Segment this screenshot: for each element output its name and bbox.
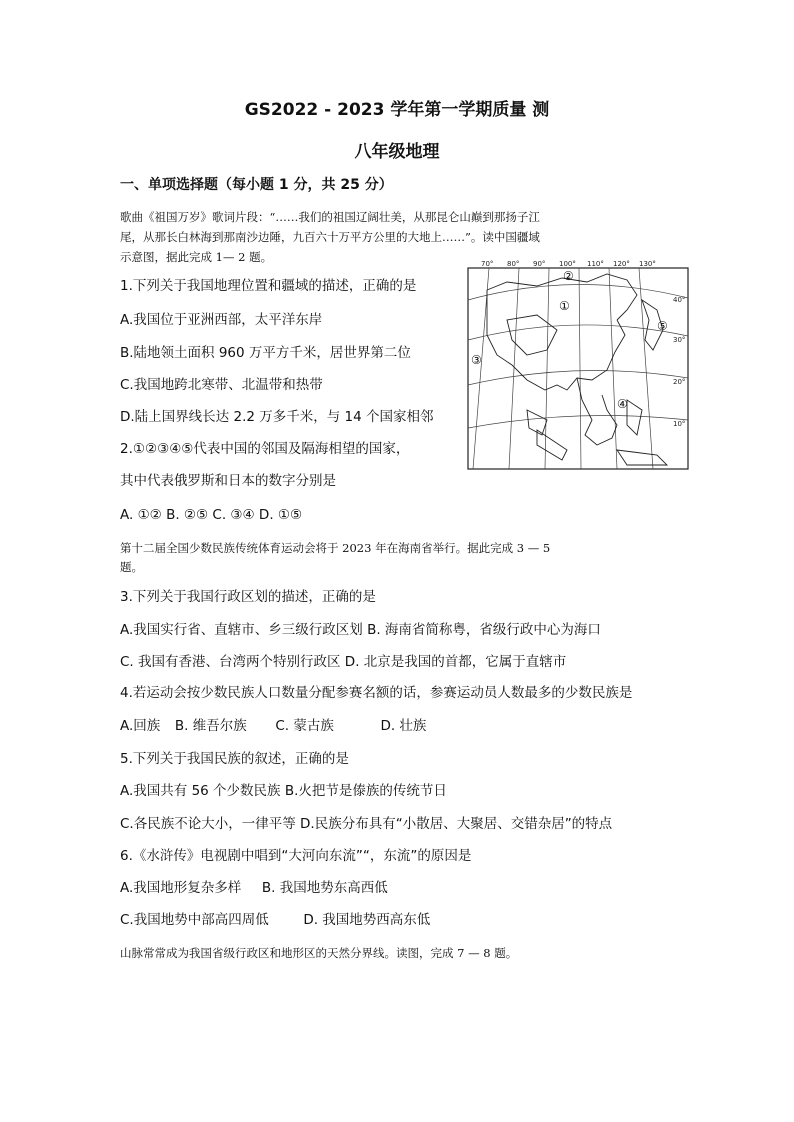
question-6-options-cd <box>120 911 430 929</box>
question-6-option-d: D. 我国地势西高东低 <box>303 912 431 928</box>
question-4-stem: 4.若运动会按少数民族人口数量分配参赛名额的话，参赛运动员人数最多的少数民族是 <box>120 685 633 701</box>
map-marker-5: ⑤ <box>657 319 668 333</box>
question-4-option-d: D. 壮族 <box>380 718 427 734</box>
question-6-option-a: A.我国地形复杂多样 <box>120 880 242 896</box>
question-6-option-c: C.我国地势中部高四周低 <box>120 912 269 928</box>
map-lat-label: 10° <box>673 420 686 428</box>
map-marker-3: ③ <box>471 353 482 367</box>
question-1-stem: 1.下列关于我国地理位置和疆域的描述，正确的是 <box>120 278 417 294</box>
question-1-option-d: D.陆上国界线长达 2.2 万多千米，与 14 个国家相邻 <box>120 409 434 425</box>
map-frame <box>468 268 688 469</box>
map-lon-label: 80° <box>507 260 520 268</box>
question-2-options: A. ①② B. ②⑤ C. ③④ D. ①⑤ <box>120 507 303 523</box>
question-3-options-cd: C. 我国有香港、台湾两个特别行政区 D. 北京是我国的首都，它属于直辖市 <box>120 654 567 670</box>
china-territory-map <box>467 260 689 470</box>
exam-subtitle: 八年级地理 <box>354 142 440 162</box>
question-3-stem: 3.下列关于我国行政区划的描述，正确的是 <box>120 589 376 605</box>
question-5-options-ab: A.我国共有 56 个少数民族 B.火把节是傣族的传统节日 <box>120 783 447 799</box>
map-lon-label: 120° <box>613 260 630 268</box>
map-marker-4: ④ <box>617 397 628 411</box>
intro-paragraph-line: 尾，从那长白林海到那南沙边陲，九百六十万平方公里的大地上……”。读中国疆域 <box>120 230 540 244</box>
map-lon-label: 130° <box>639 260 656 268</box>
question-2-stem: 2.①②③④⑤代表中国的邻国及隔海相望的国家， <box>120 441 410 457</box>
question-4-option-a: A.回族 <box>120 718 161 734</box>
question-4-option-b: B. 维吾尔族 <box>174 718 247 734</box>
question-5-stem: 5.下列关于我国民族的叙述，正确的是 <box>120 751 349 767</box>
map-lat-label: 20° <box>673 378 686 386</box>
question-2-stem: 其中代表俄罗斯和日本的数字分别是 <box>120 473 336 489</box>
question-6-stem: 6.《水浒传》电视剧中唱到“大河向东流”“，东流”的原因是 <box>120 848 472 864</box>
question-4-options <box>120 717 426 735</box>
question-1-option-a: A.我国位于亚洲西部，太平洋东岸 <box>120 312 323 328</box>
question-3-options-ab: A.我国实行省、直辖市、乡三级行政区划 B. 海南省简称粤，省级行政中心为海口 <box>120 622 601 638</box>
question-6-option-b: B. 我国地势东高西低 <box>261 880 388 896</box>
question-6-options-ab <box>120 879 388 897</box>
question-1-option-c: C.我国地跨北寒带、北温带和热带 <box>120 377 323 393</box>
exam-title: GS2022 - 2023 学年第一学期质量 测 <box>244 100 550 120</box>
question-4-option-c: C. 蒙古族 <box>275 718 334 734</box>
question-1-option-b: B.陆地领土面积 960 万平方千米，居世界第二位 <box>120 345 411 361</box>
intro-paragraph-line: 示意图，据此完成 1— 2 题。 <box>120 250 273 264</box>
question-5-options-cd: C.各民族不论大小，一律平等 D.民族分布具有“小散居、大聚居、交错杂居”的特点 <box>120 816 613 832</box>
section-heading: 一、单项选择题（每小题 1 分，共 25 分） <box>120 177 393 193</box>
map-lat-label: 40° <box>673 296 686 304</box>
map-lon-label: 110° <box>587 260 604 268</box>
intro-paragraph-line: 歌曲《祖国万岁》歌词片段：“……我们的祖国辽阔壮美，从那昆仑山巅到那扬子江 <box>120 210 540 224</box>
map-lon-label: 90° <box>533 260 546 268</box>
intro-paragraph-line: 题。 <box>120 560 143 574</box>
map-lon-label: 70° <box>481 260 494 268</box>
map-lon-label: 100° <box>559 260 576 268</box>
intro-paragraph-line: 第十二届全国少数民族传统体育运动会将于 2023 年在海南省举行。据此完成 3 — 5 <box>120 541 551 555</box>
map-top-tick-labels <box>481 260 656 268</box>
map-marker-1: ① <box>559 299 570 313</box>
intro-paragraph-line: 山脉常常成为我国省级行政区和地形区的天然分界线。读图，完成 7 — 8 题。 <box>120 946 518 960</box>
map-lat-label: 30° <box>673 336 686 344</box>
map-marker-2: ② <box>563 269 574 283</box>
